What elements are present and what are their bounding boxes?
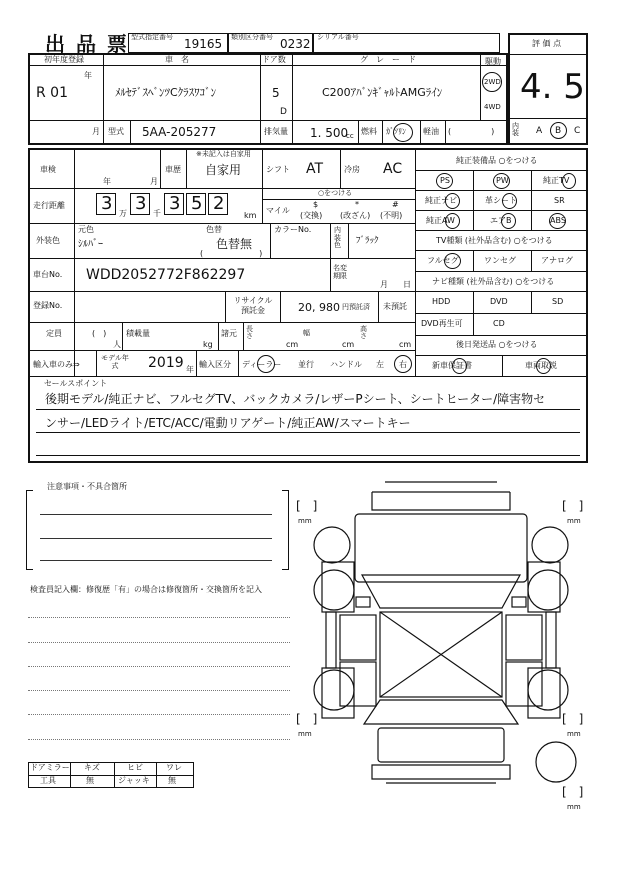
cooler: AC (383, 161, 403, 177)
equip-genuine-aw: 純正AW (426, 216, 455, 225)
mile-label: マイル (266, 206, 290, 215)
pw-circle (493, 173, 510, 189)
exchange-sym: $ (313, 200, 319, 209)
hei-unit: cm (399, 340, 412, 349)
drive-4wd: 4WD (484, 103, 501, 111)
tv-oneseg: ワンセグ (484, 256, 516, 265)
recycle-value: 20, 980 (298, 301, 340, 314)
check-h-3: ワレ (166, 763, 182, 772)
color-paren: ( ) (200, 249, 263, 258)
int-color: ﾌﾞﾗｯｸ (356, 236, 379, 246)
dims-label: 諸元 (221, 329, 237, 338)
tv-label: TV種類 (社外品含む) ○をつける (436, 236, 553, 245)
trunk (378, 728, 504, 762)
equip-pw: PW (496, 176, 509, 185)
history-label: 車歴 (165, 165, 181, 174)
mm-tl: mm (298, 517, 312, 525)
mirror-left (356, 597, 370, 607)
notes-label: 注意事項・不具合箇所 (44, 483, 130, 491)
displacement-label: 排気量 (264, 127, 288, 136)
hood (355, 514, 527, 582)
later-label: 後日発送品 ○をつける (456, 340, 538, 349)
model-year-unit: 年 (186, 365, 194, 374)
spare-wheel (536, 742, 576, 782)
bracket-bl: [ ] (296, 712, 318, 726)
navi-label: ナビ種類 (社外品含む) ○をつける (432, 277, 555, 286)
wheel-front-left (314, 570, 354, 610)
mm-spare: mm (567, 803, 581, 811)
grade-label: グ レ ー ド (360, 55, 416, 64)
capacity-unit: 人 (113, 340, 121, 349)
genuine-label: 純正装備品 ○をつける (456, 156, 538, 165)
model-cert-no: 19165 (184, 37, 223, 51)
fuel-light-label: 軽油 (423, 127, 439, 136)
class-no: 0232 (280, 37, 311, 51)
grade: C200ｱﾊﾞﾝｷﾞｬﾙﾄAMGﾗｲﾝ (322, 86, 443, 99)
import-label: 輸入車のみ⇒ (33, 360, 80, 369)
fuel-label: 燃料 (361, 127, 377, 136)
score-value: 4. 5 (520, 67, 585, 107)
model-cert-label: 型式指定番号 (131, 33, 173, 41)
bracket-tl: [ ] (296, 499, 318, 513)
ext-color: ｼﾙﾊﾞｰ (78, 239, 103, 250)
wheel-front-right-top (532, 527, 568, 563)
door-rear-right (506, 662, 542, 706)
navi-sd: SD (552, 297, 564, 306)
bracket-tr: [ ] (562, 499, 584, 513)
genuine-aw-circle (445, 213, 460, 229)
mileage-digit-2: 3 (135, 193, 147, 214)
drive-label: 駆動 (485, 57, 501, 66)
equip-leather: 革シート (485, 196, 517, 205)
car-name: ﾒﾙｾﾃﾞｽﾍﾞﾝﾂCｸﾗｽﾜｺﾞﾝ (115, 86, 217, 99)
tamper-sym: * (355, 200, 359, 209)
orig-color-label: 元色 (78, 225, 94, 234)
serial-label: シリアル番号 (317, 33, 359, 41)
fuel-selected: ｶﾞｿﾘﾝ (386, 127, 406, 136)
reg-no-label: 登録No. (33, 301, 63, 310)
shift-label: シフト (266, 165, 290, 174)
genuine-navi-circle (445, 193, 460, 209)
color-changed: 色替無 (216, 237, 253, 251)
abs-circle (549, 213, 566, 229)
load-label: 積載量 (126, 329, 150, 338)
later-manual: 車両取説 (525, 361, 557, 370)
rear-fender-right (528, 668, 560, 718)
form-title: 出 品 票 (45, 32, 129, 56)
interior-b-circle (550, 122, 567, 139)
front-fender-right (528, 562, 560, 612)
wid-unit: cm (342, 340, 355, 349)
unknown-label: (不明) (380, 211, 403, 220)
sill-left (326, 612, 336, 668)
navi-cd: CD (493, 319, 505, 328)
equip-ps: PS (440, 176, 450, 185)
dvd-label: DVD再生可 (421, 319, 463, 328)
front-bumper (372, 482, 510, 510)
rear-fender-left (322, 668, 354, 718)
recycle-status: 未預託 (383, 302, 407, 311)
car-name-label: 車 名 (165, 55, 189, 64)
capacity-label: 定員 (46, 329, 62, 338)
check-v-3: 無 (168, 776, 176, 785)
inspection-year: 年 (103, 177, 111, 186)
wheel-rear-left (314, 670, 354, 710)
notes-bracket (26, 490, 33, 570)
windshield (362, 575, 520, 608)
interior-c: C (574, 126, 581, 136)
handle-left: 左 (376, 360, 384, 369)
capacity-paren: ( ) (92, 329, 107, 338)
history-note: ※未記入は自家用 (196, 150, 251, 158)
sales-label: セールスポイント (44, 379, 108, 388)
rear-window (364, 700, 518, 724)
wheel-rear-right (528, 670, 568, 710)
model-label: 型式 (108, 127, 124, 136)
tamper-label: (改ざん) (340, 211, 371, 220)
inspector-label: 検査員記入欄：修復歴「有」の場合は修復箇所・交換箇所を記入 (30, 585, 262, 594)
wheel-front-left-top (314, 527, 350, 563)
unknown-sym: # (392, 200, 399, 209)
door-front-left (340, 615, 376, 660)
door-rear-left (340, 662, 376, 706)
equip-genuine-navi: 純正ナビ (425, 196, 457, 205)
navi-hdd: HDD (432, 297, 451, 306)
recycle-label: リサイクル預託金 (233, 296, 273, 315)
check-h-0: ドアミラー (30, 763, 70, 772)
chassis: WDD2052772F862297 (86, 267, 246, 283)
len-label: 長さ (246, 325, 253, 340)
equip-genuine-tv: 純正TV (543, 176, 570, 185)
int-color-label: 内装色 (334, 226, 341, 250)
bracket-br: [ ] (562, 712, 584, 726)
wheel-front-right (528, 570, 568, 610)
name-change-label: 名変期限 (333, 264, 347, 281)
mileage-man: 万 (119, 209, 127, 218)
check-v-1: 無 (86, 776, 94, 785)
mm-br: mm (567, 730, 581, 738)
sales-line-2: ンサー/LEDライト/ETC/ACC/電動リアゲート/純正AW/スマートキー (45, 416, 411, 430)
ps-circle (436, 173, 453, 189)
mileage-digit-3: 3 (169, 193, 181, 214)
wid-label: 幅 (303, 329, 310, 337)
model-year: 2019 (148, 355, 184, 371)
import-dealer: ディーラー (242, 360, 282, 369)
front-fender-left (322, 562, 354, 612)
color-code-label: 色替 (206, 225, 222, 234)
genuine-tv-circle (562, 173, 576, 189)
check-v-2: ジャッキ (118, 776, 150, 785)
later-warranty: 新車保証書 (432, 361, 472, 370)
tv-analog: アナログ (541, 256, 573, 265)
mileage-digit-1: 3 (101, 193, 113, 214)
class-no-label: 類別区分番号 (231, 33, 273, 41)
bracket-spare: [ ] (562, 785, 584, 799)
roof-x (380, 612, 502, 697)
inspection-month: 月 (150, 177, 158, 186)
handle-right-circle (394, 355, 412, 373)
drive-2wd-circle (482, 72, 502, 92)
doors-label: ドア数 (262, 55, 286, 64)
interior-a: A (536, 126, 543, 136)
door-front-right (506, 615, 542, 660)
warranty-circle (452, 358, 467, 374)
name-change-month: 月 (380, 280, 388, 289)
year-unit: 年 (84, 71, 92, 80)
check-v-0: 工具 (40, 776, 56, 785)
rear-bumper (372, 765, 510, 783)
fuel-bracket: ( ) (448, 127, 495, 136)
recycle-unit: 円預託済 (342, 303, 370, 311)
check-h-2: ヒビ (127, 763, 143, 772)
mileage-tick: ○をつける (318, 189, 353, 197)
mileage-sen: 千 (153, 209, 161, 218)
history: 自家用 (205, 163, 242, 177)
score-label: 評 価 点 (532, 39, 562, 48)
mileage-label: 走行距離 (33, 201, 65, 210)
fullseg-circle (444, 253, 461, 269)
mirror-right (512, 597, 526, 607)
import-parallel: 並行 (298, 360, 314, 369)
roof (380, 612, 502, 697)
door-type: D (280, 107, 287, 117)
equip-airbag: エアB (490, 216, 512, 225)
load-unit: kg (203, 340, 213, 349)
equip-sr: SR (554, 196, 565, 205)
equip-abs: ABS (550, 216, 566, 225)
inspection-label: 車検 (40, 165, 56, 174)
manual-circle (536, 358, 551, 374)
displacement-unit: cc (346, 132, 354, 140)
mm-tr: mm (567, 517, 581, 525)
doors: 5 (272, 86, 280, 100)
check-h-1: キズ (84, 763, 100, 772)
first-reg-year: R 01 (36, 85, 68, 101)
import-type-label: 輸入区分 (199, 360, 231, 369)
mm-bl: mm (298, 730, 312, 738)
month-unit: 月 (92, 127, 100, 136)
displacement: 1. 500 (310, 126, 349, 140)
dealer-circle (257, 355, 275, 373)
mileage-digit-5: 2 (213, 193, 225, 214)
cooler-label: 冷房 (344, 165, 360, 174)
name-change-day: 日 (403, 280, 411, 289)
fuel-circle (393, 123, 413, 142)
mileage-digit-4: 5 (191, 193, 203, 214)
drive-2wd: 2WD (484, 78, 501, 86)
shift: AT (306, 161, 324, 177)
interior-b: B (555, 126, 562, 136)
airbag-circle (501, 213, 516, 229)
navi-dvd: DVD (490, 297, 508, 306)
handle-label: ハンドル (330, 360, 362, 369)
exchange-label: (交換) (300, 211, 323, 220)
len-unit: cm (286, 340, 299, 349)
model-year-label: モデル年式 (101, 354, 129, 371)
interior-label: 内装 (512, 122, 519, 137)
sales-line-1: 後期モデル/純正ナビ、フルセグTV、バックカメラ/レザーPシート、シートヒーター/障害物セ (45, 392, 546, 406)
handle-right: 右 (399, 360, 407, 369)
chassis-label: 車台No. (33, 270, 63, 279)
leather-circle (502, 193, 517, 209)
color-no-label: カラーNo. (274, 225, 312, 234)
ext-color-label: 外装色 (36, 236, 60, 245)
mileage-unit: km (244, 211, 257, 220)
sill-right (546, 612, 556, 668)
first-reg-label: 初年度登録 (44, 55, 84, 64)
hei-label: 高さ (360, 325, 367, 340)
tv-fullseg: フルセグ (427, 256, 459, 265)
model: 5AA-205277 (142, 125, 217, 139)
